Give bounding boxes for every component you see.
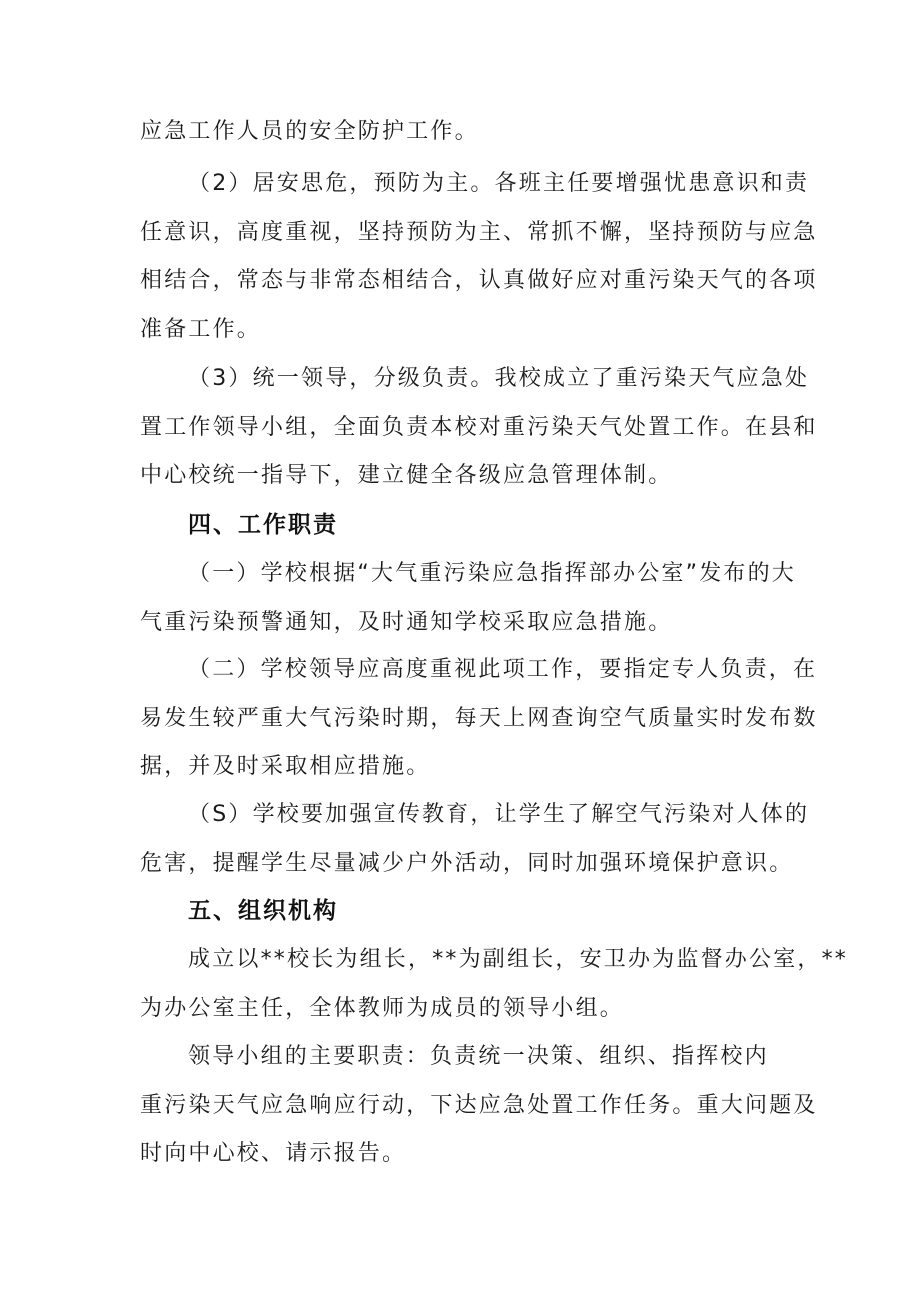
text-line: 危害，提醒学生尽量减少户外活动，同时加强环境保护意识。 [140,850,794,876]
text-line: （S）学校要加强宣传教育，让学生了解空气污染对人体的 [188,802,810,827]
paragraph [140,1033,818,1179]
text-line: 相结合，常态与非常态相结合，认真做好应对重污染天气的各项 [140,268,818,294]
text-line: （二）学校领导应高度重视此项工作，要指定专人负责，在 [188,657,818,682]
text-line: 中心校统一指导下，建立健全各级应急管理体制。 [140,463,673,489]
text-line: （3）统一领导，分级负责。我校成立了重污染天气应急处 [188,366,810,391]
text-line: 气重污染预警通知，及时通知学校采取应急措施。 [140,609,673,635]
paragraph [140,646,818,792]
text-line: 领导小组的主要职责：负责统一决策、组织、指挥校内 [188,1044,769,1069]
text-line: 重污染天气应急响应行动，下达应急处置工作任务。重大问题及 [140,1092,818,1118]
text-line: 准备工作。 [140,316,262,342]
text-line: 易发生较严重大气污染时期，每天上网查询空气质量实时发布数 [140,705,818,731]
paragraph [140,355,818,501]
text-line: （2）居安思危，预防为主。各班主任要增强忧患意识和责 [188,171,810,196]
paragraph [140,160,818,354]
text-line: 任意识，高度重视，坚持预防为主、常抓不懈，坚持预防与应急 [140,219,818,245]
paragraph [140,550,800,647]
paragraph [140,791,810,888]
text-line: 置工作领导小组，全面负责本校对重污染天气处置工作。在县和 [140,414,818,440]
text-line: 应急工作人员的安全防护工作。 [140,119,479,144]
text-line: （一）学校根据“大气重污染应急指挥部办公室”发布的大 [188,561,796,586]
text-line: 成立以**校长为组长，**为副组长，安卫办为监督办公室，** [188,947,849,972]
text-line: 时向中心校、请示报告。 [140,1141,407,1167]
section-heading: 四、工作职责 [188,512,338,538]
text-line: 据，并及时采取相应措施。 [140,754,431,780]
text-line: 为办公室主任，全体教师为成员的领导小组。 [140,995,625,1021]
section-heading: 五、组织机构 [188,898,338,924]
paragraph [140,936,849,1033]
paragraph [140,108,800,157]
